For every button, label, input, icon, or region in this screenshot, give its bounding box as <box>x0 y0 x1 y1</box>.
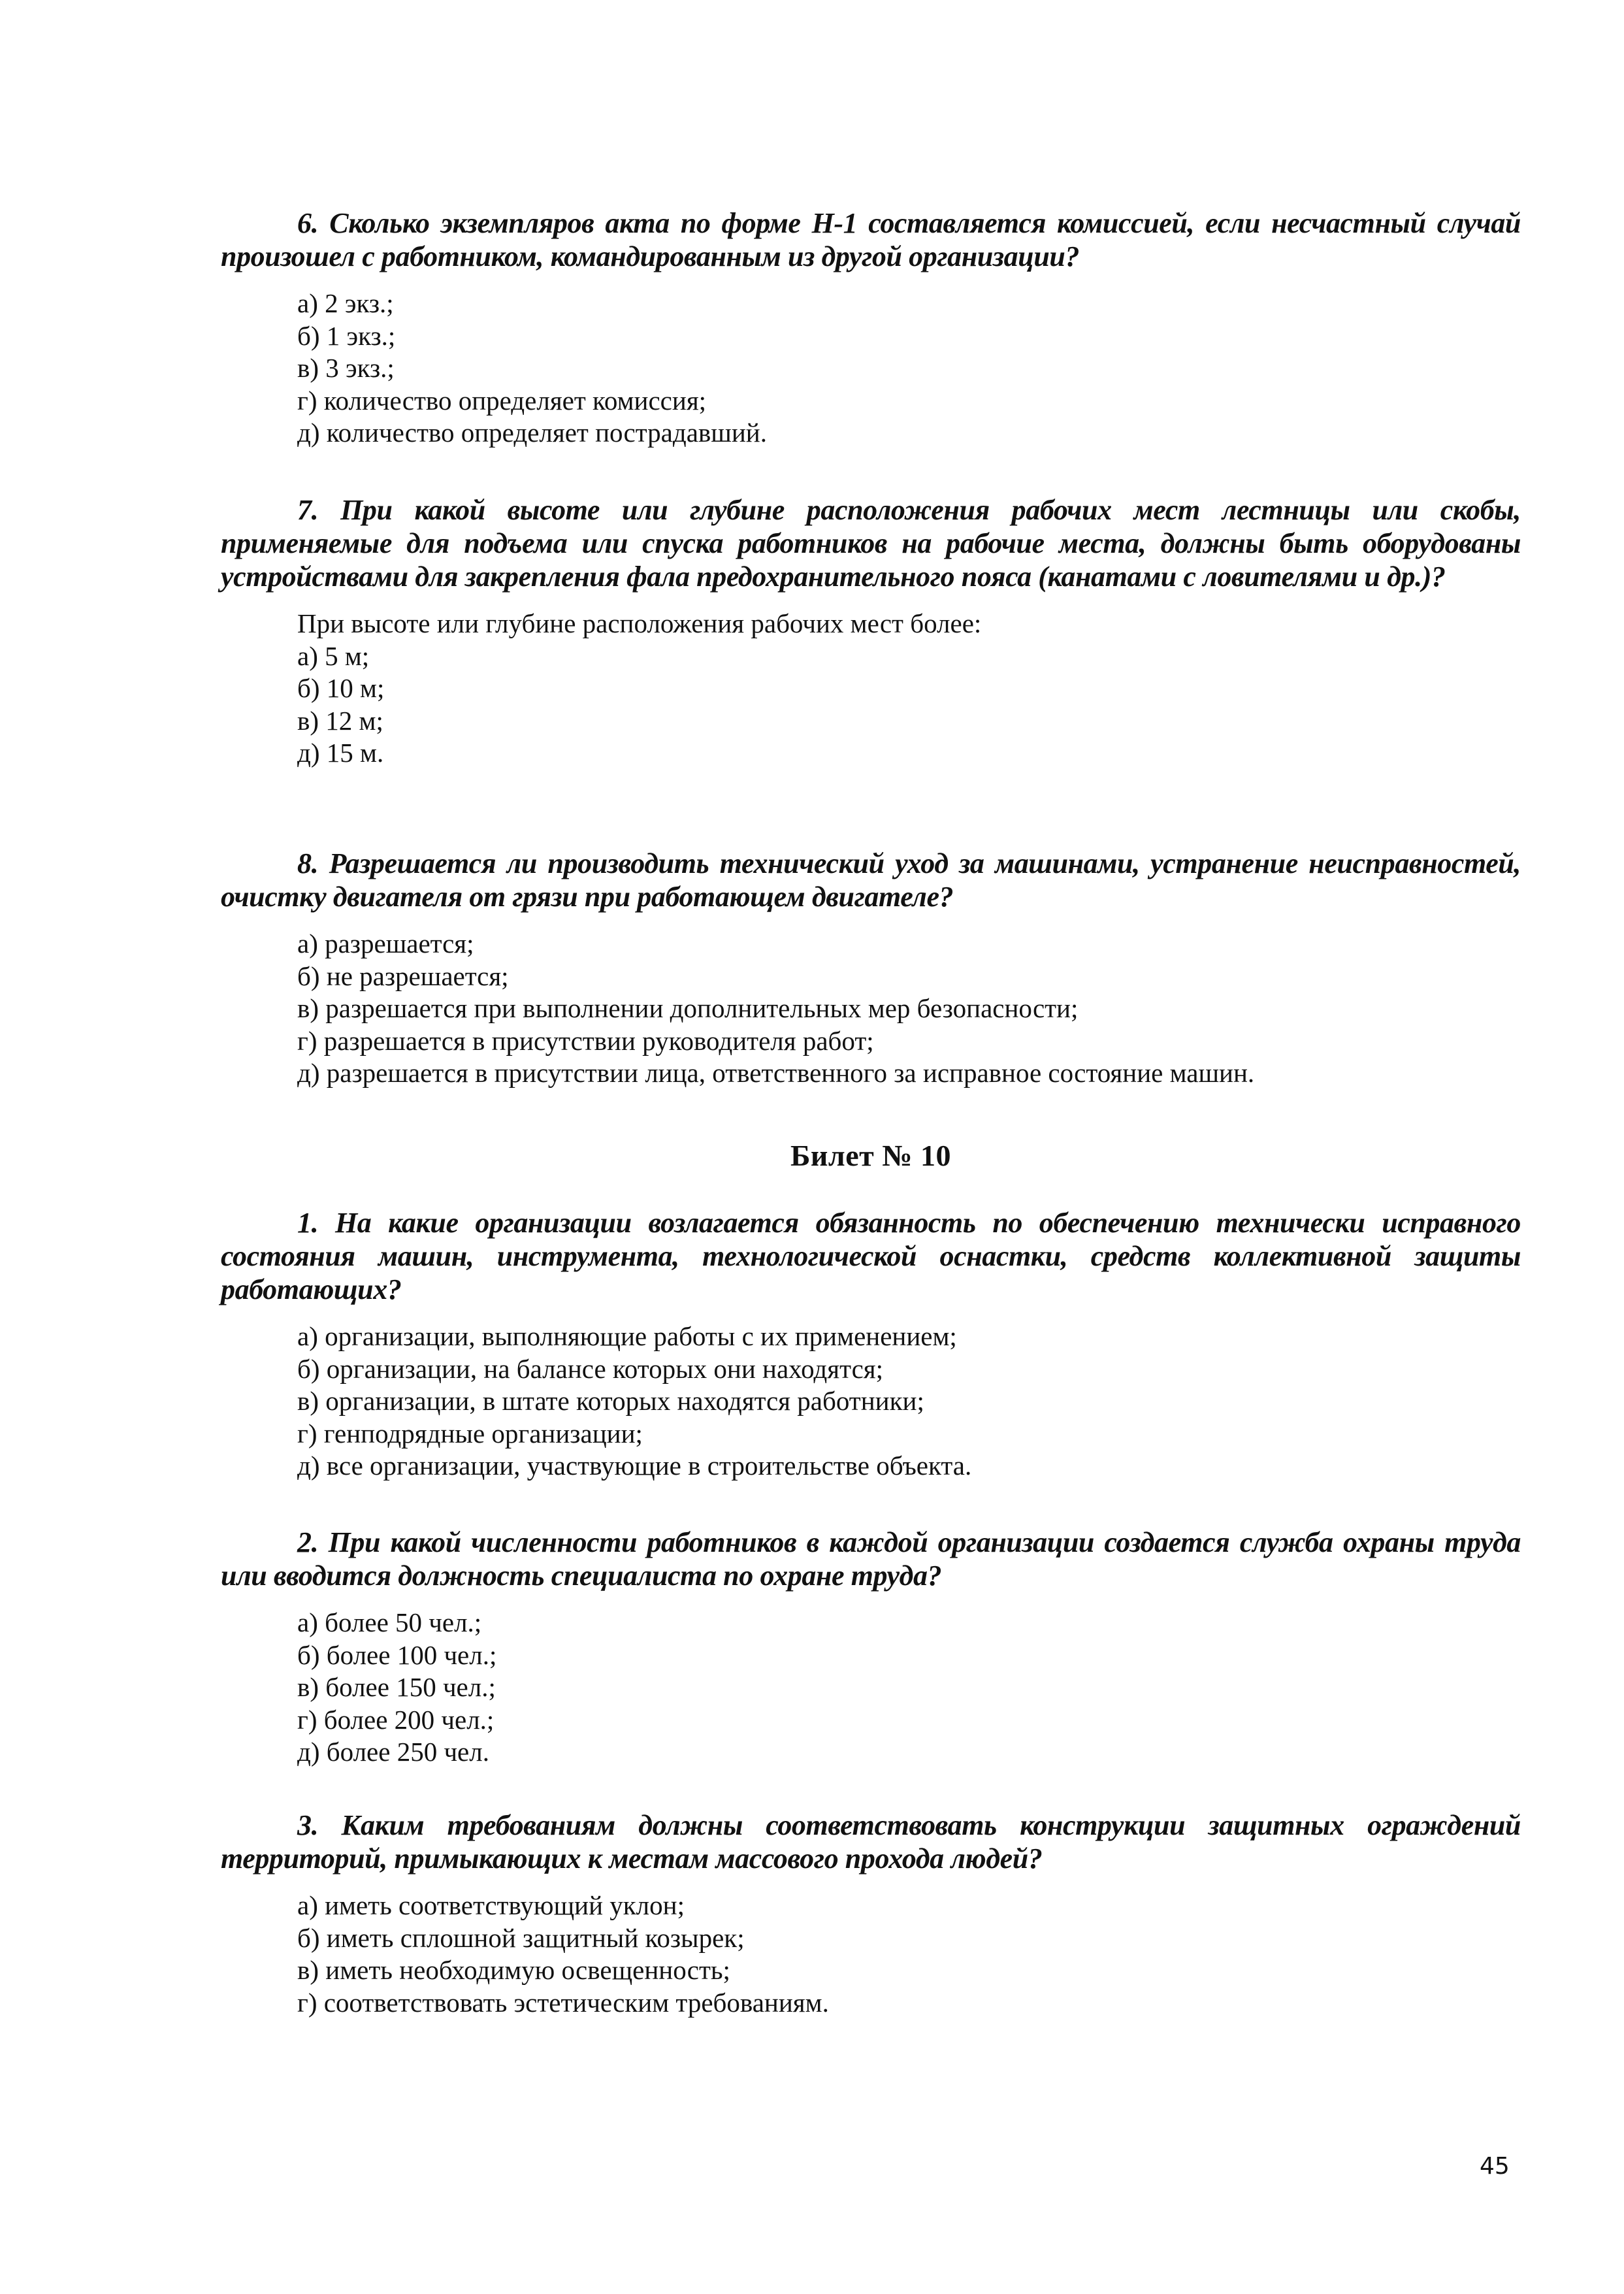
ticket-question-1 <box>221 1206 1521 1483</box>
page-number: 45 <box>1480 2153 1510 2180</box>
answer-option: а) организации, выполняющие работы с их применением; <box>297 1321 957 1351</box>
answer-list <box>221 928 1521 1090</box>
answer-option: д) разрешается в присутствии лица, ответственного за исправное состояние машин. <box>297 1058 1255 1088</box>
answer-option: д) все организации, участвующие в строительстве объекта. <box>297 1450 972 1481</box>
answer-option: а) 2 экз.; <box>297 288 394 318</box>
question-7 <box>221 493 1521 770</box>
question-text: 1. На какие организации возлагается обязанность по обеспечению технически исправного состояния машин, инструмента, технологической оснастки, средств коллективной защиты работающих? <box>221 1207 1521 1305</box>
answer-option: в) иметь необходимую освещенность; <box>297 1955 730 1985</box>
question-text: 7. При какой высоте или глубине расположения рабочих мест лестницы или скобы, применяемые для подъема или спуска работников на рабочие места, должны быть оборудованы устройствами для закрепления фала предохранительного пояса (канатами с ловителями и др.)? <box>221 494 1521 593</box>
question-text: 6. Сколько экземпляров акта по форме Н-1 составляется комиссией, если несчастный случай произошел с работником, командированным из другой организации? <box>221 207 1521 272</box>
answer-list <box>221 640 1521 770</box>
answer-option: в) более 150 чел.; <box>297 1672 496 1702</box>
answer-list <box>221 287 1521 450</box>
answer-option: б) более 100 чел.; <box>297 1639 497 1670</box>
question-text: 2. При какой численности работников в каждой организации создается служба охраны труда или вводится должность специалиста по охране труда? <box>221 1526 1521 1592</box>
ticket-title: Билет № 10 <box>790 1139 951 1172</box>
ticket-question-2 <box>221 1526 1521 1769</box>
answer-option: в) 3 экз.; <box>297 353 395 383</box>
answer-option: г) более 200 чел.; <box>297 1704 495 1735</box>
answer-option: д) 15 м. <box>297 738 384 768</box>
answer-option: б) организации, на балансе которых они находятся; <box>297 1353 884 1384</box>
answer-option: а) разрешается; <box>297 928 474 959</box>
answer-option: а) иметь соответствующий уклон; <box>297 1890 685 1920</box>
answer-option: г) соответствовать эстетическим требованиям. <box>297 1987 829 2018</box>
answer-option: б) не разрешается; <box>297 960 509 991</box>
answer-option: б) 1 экз.; <box>297 320 396 351</box>
question-8 <box>221 847 1521 1090</box>
answer-option: а) более 50 чел.; <box>297 1607 482 1637</box>
answer-option: г) разрешается в присутствии руководителя работ; <box>297 1025 874 1056</box>
ticket-question-3 <box>221 1809 1521 2019</box>
answer-list <box>221 1607 1521 1769</box>
answer-option: в) организации, в штате которых находятся работники; <box>297 1386 924 1416</box>
answer-lead-text: При высоте или глубине расположения рабочих мест более: <box>297 608 982 638</box>
answer-list <box>221 1890 1521 2019</box>
answer-option: д) количество определяет пострадавший. <box>297 418 767 448</box>
question-text: 8. Разрешается ли производить технический уход за машинами, устранение неисправностей, очистку двигателя от грязи при работающем двигателе? <box>221 847 1521 913</box>
answer-option: в) 12 м; <box>297 705 383 736</box>
answer-option: б) 10 м; <box>297 673 385 703</box>
answer-option: в) разрешается при выполнении дополнительных мер безопасности; <box>297 993 1079 1023</box>
answer-option: г) генподрядные организации; <box>297 1418 643 1449</box>
answer-option: г) количество определяет комиссия; <box>297 385 707 416</box>
answer-list <box>221 1320 1521 1483</box>
question-text: 3. Каким требованиям должны соответствовать конструкции защитных ограждений территорий, примыкающих к местам массового прохода людей? <box>221 1809 1521 1875</box>
answer-option: б) иметь сплошной защитный козырек; <box>297 1922 745 1953</box>
answer-option: а) 5 м; <box>297 640 370 671</box>
answer-option: д) более 250 чел. <box>297 1737 489 1767</box>
question-6 <box>221 206 1521 450</box>
